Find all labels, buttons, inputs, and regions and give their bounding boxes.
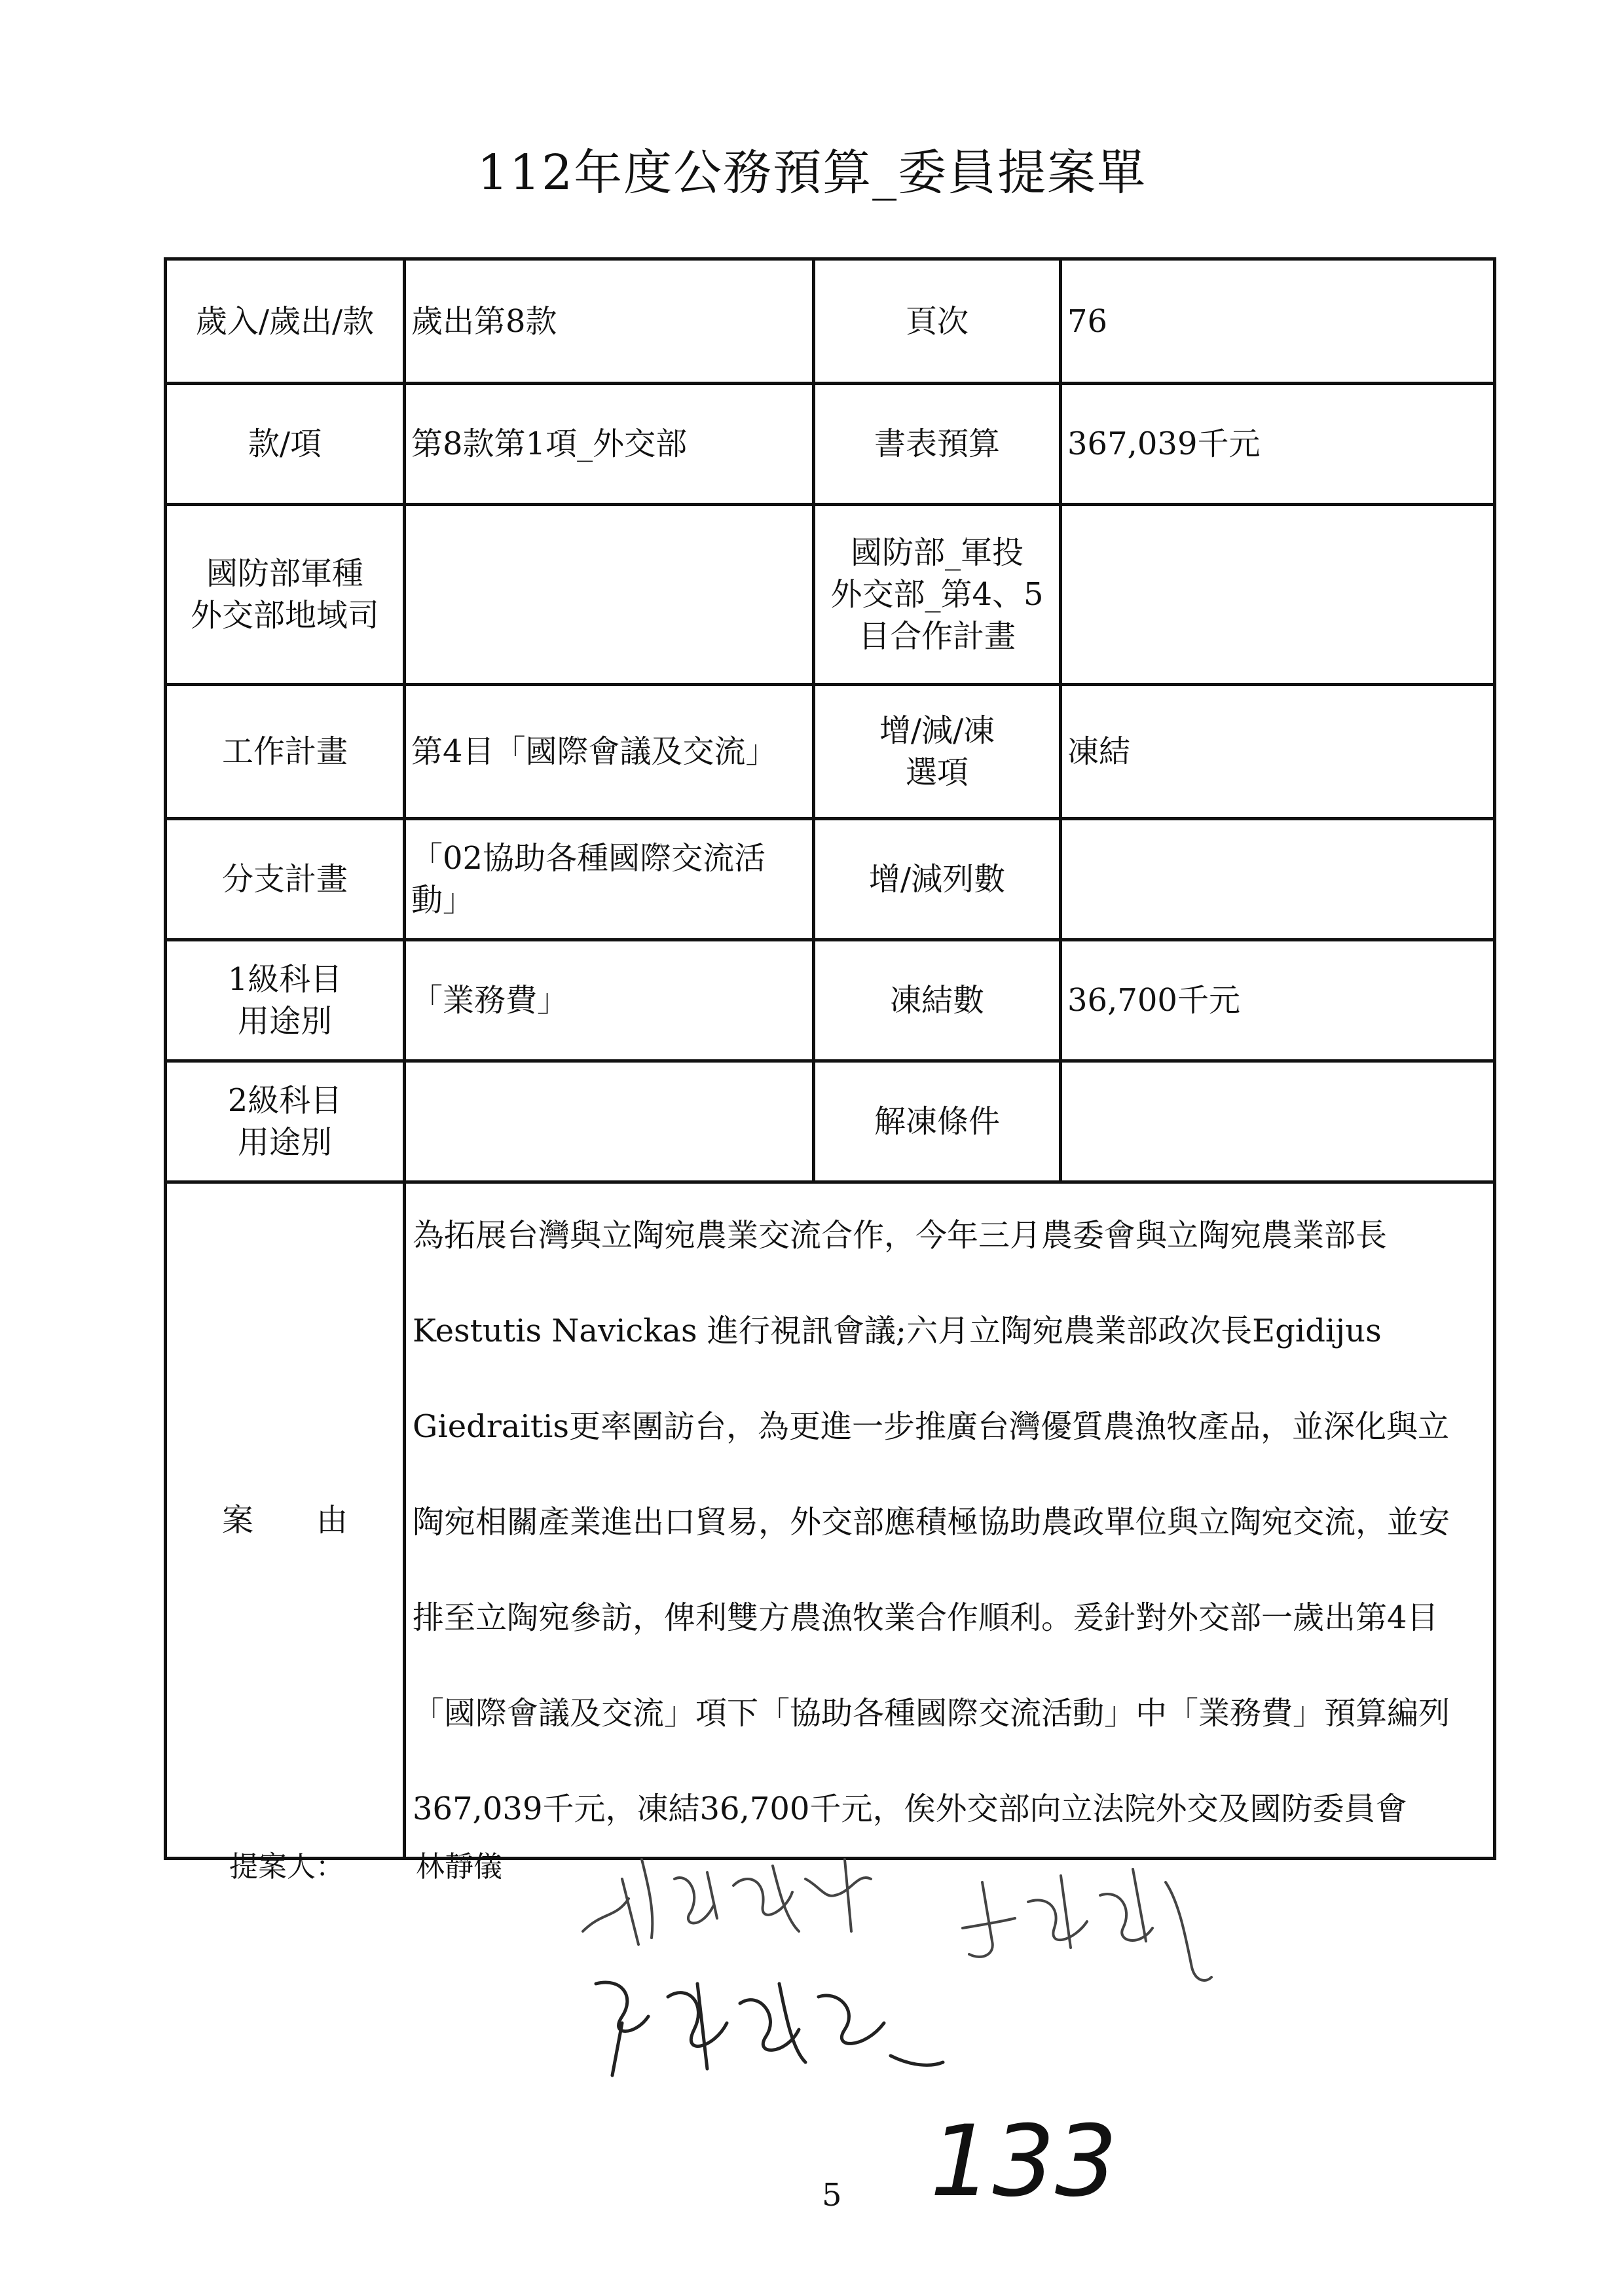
field-value: 歲出第8款 [405,259,814,384]
label-line: 用途別 [237,1003,332,1040]
field-label [814,685,1061,819]
label-line: 國防部_軍投 [850,534,1024,571]
page-title: 112年度公務預算_委員提案單 [477,145,1147,201]
label-line: 1級科目 [227,961,342,998]
field-value: 第4目「國際會議及交流」 [405,685,814,819]
field-label: 分支計畫 [166,819,405,940]
reason-line: Giedraitis更率團訪台，為更進一步推廣台灣優質農漁牧產品，並深化與立 [413,1408,1450,1445]
field-label: 頁次 [814,259,1061,384]
label-line: 外交部地域司 [190,597,379,634]
table-row [166,384,1495,505]
label-line: 2級科目 [227,1082,342,1119]
field-label [166,940,405,1061]
field-value: 76 [1061,259,1495,384]
field-label: 增/減列數 [814,819,1061,940]
field-value: 凍結 [1061,685,1495,819]
field-label: 款/項 [166,384,405,505]
field-label: 解凍條件 [814,1061,1061,1182]
handwritten-page-number: 133 [930,2105,1118,2219]
label-line: 用途別 [237,1124,332,1161]
field-value: 36,700千元 [1061,940,1495,1061]
reason-line: 排至立陶宛參訪，俾利雙方農漁牧業合作順利。爰針對外交部一歲出第4目 [413,1599,1439,1636]
reason-line: Kestutis Navickas 進行視訊會議;六月立陶宛農業部政次長Egidijus [413,1313,1382,1349]
field-label [166,1061,405,1182]
reason-content [405,1182,1495,1859]
field-value [405,819,814,940]
proposer-label: 提案人： [229,1850,344,1884]
field-value [1061,1061,1495,1182]
table-row [166,940,1495,1061]
label-line: 外交部_第4、5 [830,576,1044,613]
proposer-name: 林靜儀 [416,1850,502,1884]
reason-line: 陶宛相關產業進出口貿易，外交部應積極協助農政單位與立陶宛交流，並安 [413,1504,1450,1540]
field-label: 工作計畫 [166,685,405,819]
table-row [166,1182,1495,1859]
label-line: 增/減/凍 [879,712,995,749]
signature-image [576,1833,943,1964]
label-line: 選項 [905,754,969,791]
value-line: 動」 [411,882,475,919]
field-value: 367,039千元 [1061,384,1495,505]
proposal-form-table [164,257,1496,1860]
field-value [405,1061,814,1182]
field-label [814,505,1061,685]
field-value [1061,505,1495,685]
signature-image [956,1856,1218,1994]
value-line: 「02協助各種國際交流活 [411,840,766,877]
field-value: 「業務費」 [405,940,814,1061]
field-label: 凍結數 [814,940,1061,1061]
table-row [166,819,1495,940]
reason-label: 案 由 [166,1182,405,1859]
label-line: 目合作計畫 [858,618,1016,655]
table-row [166,259,1495,384]
reason-line: 為拓展台灣與立陶宛農業交流合作，今年三月農委會與立陶宛農業部長 [413,1217,1388,1254]
reason-text [406,1184,1493,1857]
field-value [1061,819,1495,940]
reason-line: 367,039千元，凍結36,700千元，俟外交部向立法院外交及國防委員會 [413,1791,1407,1827]
table-row [166,505,1495,685]
table-row [166,685,1495,819]
field-value: 第8款第1項_外交部 [405,384,814,505]
label-line: 國防部軍種 [206,555,363,592]
field-label [166,505,405,685]
table-row [166,1061,1495,1182]
field-label: 歲入/歲出/款 [166,259,405,384]
page-number: 5 [822,2177,842,2214]
field-value [405,505,814,685]
signature-image [583,1958,950,2088]
reason-line: 「國際會議及交流」項下「協助各種國際交流活動」中「業務費」預算編列 [413,1695,1450,1732]
field-label: 書表預算 [814,384,1061,505]
